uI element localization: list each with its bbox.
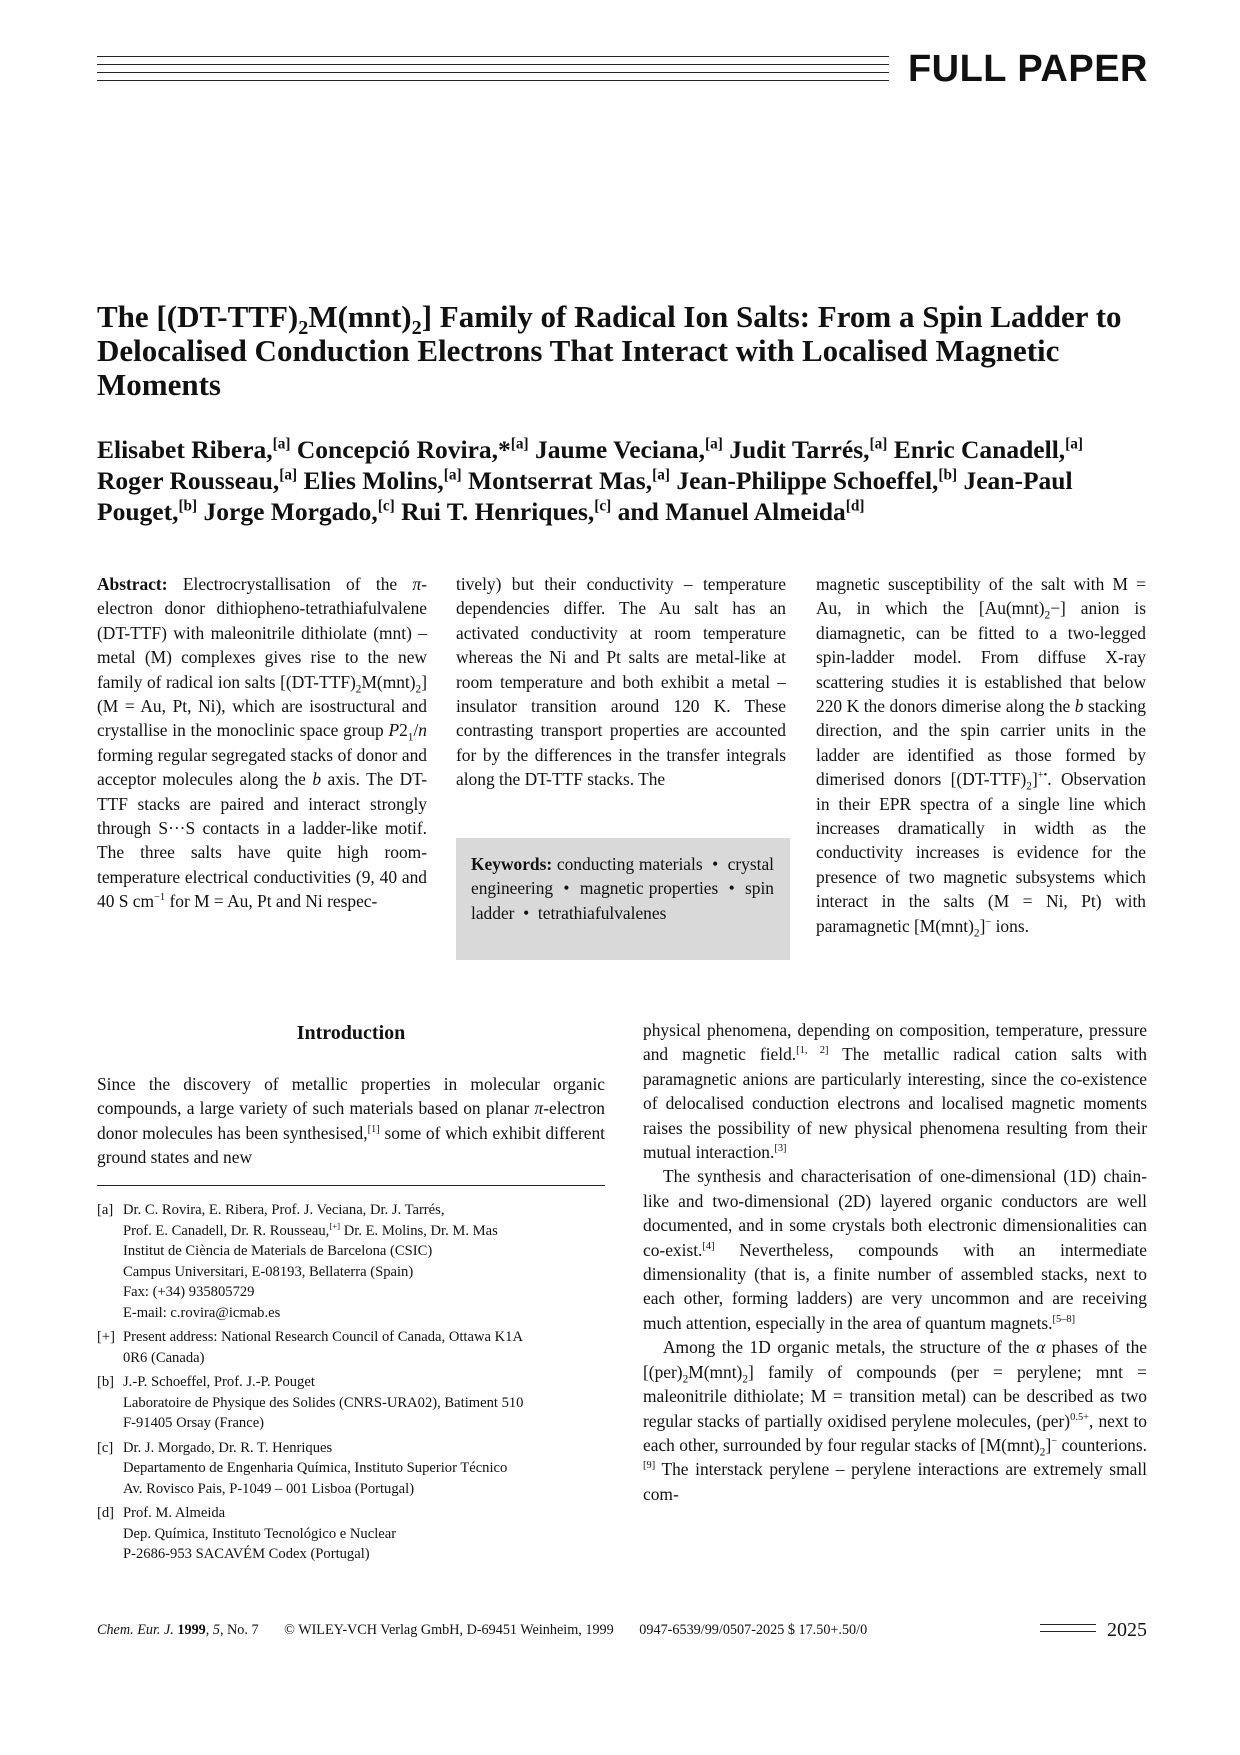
affiliation-entry: [b] J.-P. Schoeffel, Prof. J.-P. Pouget Laboratoire de Physique des Solides (CNRS-URA02), Batiment 510 F-91405 Orsay (France): [97, 1374, 524, 1431]
page-footer: [97, 1622, 889, 1639]
abstract-column-3: magnetic susceptibility of the salt with M = Au, in which the $[Au(mnt)_2-]$ anion is diamagnetic, can be fitted to a two-legged spin-ladder model. From diffuse X-ray scattering studies it is established that below 220 K the donors dimerise along the b stacking direction, and the spin carrier units in the ladder are identified as those formed by dimerised donors $[(DT-TTF)_2]^{+•}$. Observation in their EPR spectra of a single line which increases dramatically in width as the conductivity increases is evidence for the presence of two magnetic subsystems which interact in the salts (M = Ni, Pt) with paramagnetic $[M(mnt)_2]^-$ ions.: [816, 574, 1147, 940]
affiliation-entry: [+] Present address: National Research Council of Canada, Ottawa K1A 0R6 (Canada): [97, 1329, 523, 1366]
section-label: FULL PAPER: [907, 48, 1148, 90]
affiliation-entry: [a] Dr. C. Rovira, E. Ribera, Prof. J. Veciana, Dr. J. Tarrés, Prof. E. Canadell, Dr. R. Rousseau,[+] Dr. E. Molins, Dr. M. Mas Institut de Ciència de Materials de Barcelona (CSIC) Campus Universitari, E-08193, Bellaterra (Spain) Fax: (+34) 935805729 E-mail: c.rovira@icmab.es: [97, 1202, 498, 1321]
author-list: Elisabet Ribera,[a] Concepció Rovira,*[a] Jaume Veciana,[a] Judit Tarrés,[a] Enric Canadell,[a] Roger Rousseau,[a] Elies Molins,[a] Montserrat Mas,[a] Jean-Philippe Schoeffel,[b] Jean-Paul Pouget,[b] Jorge Morgado,[c] Rui T. Henriques,[c] and Manuel Almeida[d]: [97, 435, 1084, 526]
keywords-box: Keywords: conducting materials • crystal engineering • magnetic properties • spin ladder • tetrathiafulvalenes: [456, 838, 790, 960]
affiliation-entry: [c] Dr. J. Morgado, Dr. R. T. Henriques Departamento de Engenharia Química, Instituto Superior Técnico Av. Rovisco Pais, P-1049 – 001 Lisboa (Portugal): [97, 1439, 508, 1497]
introduction-left-text: Since the discovery of metallic properties in molecular organic compounds, a large variety of such materials based on planar π-electron donor molecules has been synthesised,[1] some of which exhibit different ground states and new: [97, 1074, 605, 1168]
introduction-right-column: physical phenomena, depending on composition, temperature, pressure and magnetic field.[1, 2] The metallic radical cation salts with paramagnetic anions are particularly interesting, since the co-existence of delocalised conduction electrons and localised magnetic moments raises the possibility of new physical phenomena resulting from their mutual interaction.[3] The synthesis and characterisation of one-dimensional (1D) chain-like and two-dimensional (2D) layered organic conductors are well documented, and in some crystals both electronic dimensionalities can co-exist.[4] Nevertheless, compounds with an intermediate dimensionality (that is, a finite number of assembled stacks, next to each other, forming ladders) are very uncommon and are receiving much attention, especially in the area of quantum magnets.[5–8] Among the 1D organic metals, the structure of the α phases of the $[(per)_2M(mnt)_2]$ family of compounds (per = perylene; mnt = maleonitrile dithiolate; M = transition metal) can be described as two regular stacks of partially oxidised perylene molecules, (per)$^{0.5+}$, next to each other, surrounded by four regular stacks of $[M(mnt)_2]^-$ counterions.[9] The interstack perylene – perylene interactions are extremely small com-: [643, 1020, 1148, 1504]
copyright-line: © WILEY-VCH Verlag GmbH, D-69451 Weinheim, 1999: [284, 1622, 614, 1638]
affiliation-entry: [d] Prof. M. Almeida Dep. Química, Instituto Tecnológico e Nuclear P-2686-953 SACAVÉM Codex (Portugal): [97, 1505, 397, 1562]
paper-title: The $[(DT-TTF)_2M(mnt)_2]$ Family of Radical Ion Salts: From a Spin Ladder to Delocalised Conduction Electrons That Interact with Localised Magnetic Moments: [97, 299, 1122, 402]
affiliations: [97, 1200, 617, 1569]
journal-citation: Chem. Eur. J. 1999, 5, No. 7: [97, 1622, 259, 1638]
footnote-separator: [97, 1185, 605, 1186]
introduction-heading: Introduction: [296, 1022, 406, 1044]
article-code: 0947-6539/99/0507-2025 $ 17.50+.50/0: [639, 1622, 868, 1638]
abstract-column-2: tively) but their conductivity – temperature dependencies differ. The Au salt has an activated conductivity at room temperature whereas the Ni and Pt salts are metal-like at room temperature and both exhibit a metal – insulator transition around 120 K. These contrasting transport properties are accounted for by the differences in the transfer integrals along the DT-TTF stacks. The: [456, 574, 786, 790]
header-rules: [97, 56, 889, 82]
page-number: 2025: [1107, 1619, 1147, 1641]
abstract-column-1: Abstract: Electrocrystallisation of the π-electron donor dithiopheno-tetrathiafulvalene (DT-TTF) with maleonitrile dithiolate (mnt) – metal (M) complexes gives rise to the new family of radical ion salts $[(DT-TTF)_2M(mnt)_2] (M = Au$, Pt, Ni), which are isostructural and crystallise in the monoclinic space group $P2_1/n$ forming regular segregated stacks of donor and acceptor molecules along the b axis. The DT-TTF stacks are paired and interact strongly through S···S contacts in a ladder-like motif. The three salts have quite high room-temperature electrical conductivities (9, 40 and 40 S $cm^{-1}$ for M = Au, Pt and Ni respec-: [97, 574, 427, 912]
